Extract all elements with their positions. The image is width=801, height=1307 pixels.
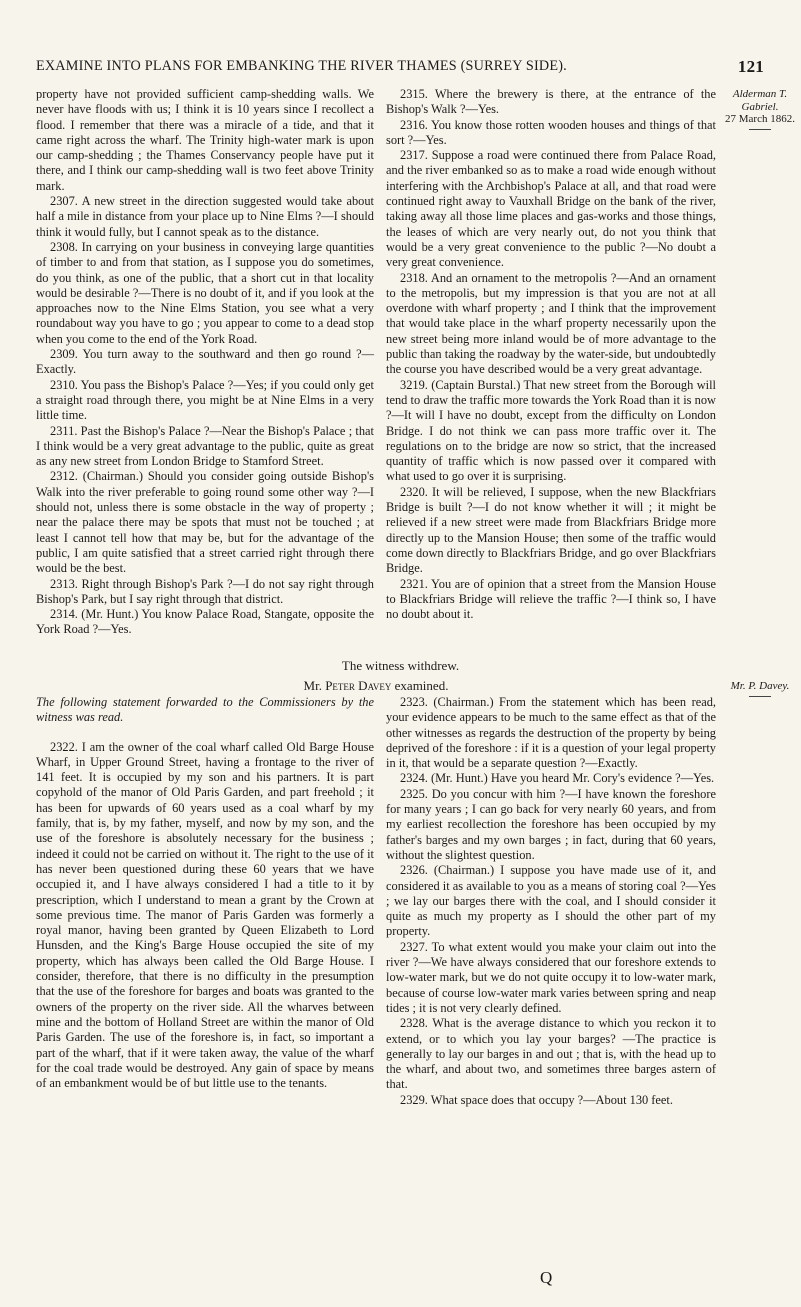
margin-rule	[749, 696, 771, 697]
paragraph: 3219. (Captain Burstal.) That new street from the Borough will tend to draw the traffic more towards the York Road than it is now ?—It will I have no doubt, except from the difficulty on London Bridge. I do not think we can pass more traffic over it. The regulations on to the bridge are now so strict, that the increased quantity of traffic which is now passed over it compared with what used to go over it is surprising.	[386, 377, 716, 484]
paragraph: 2326. (Chairman.) I suppose you have made use of it, and considered it as available to you as a means of storing coal ?—Yes ; we lay our barges there with the coal, and I should consider it quite as much my property as I should the other part of my property.	[386, 863, 716, 939]
paragraph: 2316. You know those rotten wooden houses and things of that sort ?—Yes.	[386, 117, 716, 147]
signature-mark: Q	[540, 1268, 553, 1287]
running-title: EXAMINE INTO PLANS FOR EMBANKING THE RIVER THAMES (SURREY SIDE).	[36, 58, 567, 74]
statement-heading: The following statement forwarded to the Commissioners by the witness was read.	[36, 695, 374, 725]
paragraph: 2328. What is the average distance to which you reckon it to extend, or to which you lay your barges? —The practice is generally to lay our barges in and out ; that is, with the head up to the wharf, and about two, and sometimes three barges astern of that.	[386, 1016, 716, 1092]
margin-rule	[749, 129, 771, 130]
column-bottom-left	[36, 695, 374, 1091]
witness-name: Peter Davey	[325, 678, 392, 693]
column-top-left	[36, 87, 374, 638]
paragraph: 2320. It will be relieved, I suppose, when the new Blackfriars Bridge is built ?—I do not know whether it will ; it might be relieved if a new street were made from Blackfriars Bridge more directly up to the Mansion House; then some of the traffic would come down directly to Blackfriars Bridge, and go over Blackfriars Bridge.	[386, 484, 716, 576]
paragraph: 2314. (Mr. Hunt.) You know Palace Road, Stangate, opposite the York Road ?—Yes.	[36, 607, 374, 637]
paragraph: 2329. What space does that occupy ?—About 130 feet.	[400, 1092, 673, 1107]
paragraph: 2307. A new street in the direction suggested would take about half a mile in distance from your place up to Nine Elms ?—I should think it would fully, but I cannot speak as to the distance.	[36, 194, 374, 239]
witness-examined-heading: Mr. Peter Davey examined.	[303, 678, 449, 693]
column-top-right	[386, 87, 716, 622]
paragraph: 2322. I am the owner of the coal wharf called Old Barge House Wharf, in Upper Ground Street, having a frontage to the river of 141 feet. It is occupied by my son and his partners. It is part copyhold of the manor of Old Paris Garden, and part freehold ; it has been for upwards of 60 years used as a coal wharf by my family, that is, by my father, myself, and now by my son, and the use of the foreshore is absolutely necessary for the business ; indeed it could not be carried on without it. The right to the use of it has never been questioned during these 60 years that we have occupied it, and I have always considered I had a title to it by prescription, which I understand to mean a grant by the Crown at some previous time. The manor of Paris Garden was formerly a royal manor, having been granted by Queen Elizabeth to Lord Hunsden, and the King's Barge House occupied the site of my property, which has always been called the Old Barge House. I consider, therefore, that there is no difficulty in the presumption that the use of the foreshore for barges and boats was granted to the owners of the property on the river side. All the wharves between mine and the bottom of Holland Street are within the manor of Old Paris Garden. The use of the foreshore is, in fact, so important a part of the wharf, that if it were taken away, the value of the wharf for the coal trade would be destroyed. Any gain of space by means of an embankment would be of but little use to the tenants.	[36, 739, 374, 1091]
paragraph: 2323. (Chairman.) From the statement which has been read, your evidence appears to be much to the same effect as that of the other witnesses as regards the destruction of the property by being deprived of the foreshore : if it is a question of your legal property in it, that would be a separate question ?—Exactly.	[386, 695, 716, 771]
paragraph: 2315. Where the brewery is there, at the entrance of the Bishop's Walk ?—Yes.	[386, 87, 716, 117]
paragraph: 2309. You turn away to the southward and then go round ?—Exactly.	[36, 347, 374, 377]
page-number: 121	[737, 57, 764, 76]
paragraph: 2318. And an ornament to the metropolis ?—And an ornament to the metropolis, but my impression is that you are not at all overdone with wharf property ; and I think that the improvement that would take place in the wharf property necessarily upon the new street being more inland would be of more advantage to the public than taking the roadway by the water-side, but undoubtedly the course you have described would be a very great advantage.	[386, 270, 716, 377]
paragraph: 2324. (Mr. Hunt.) Have you heard Mr. Cory's evidence ?—Yes.	[400, 771, 715, 786]
paragraph: 2327. To what extent would you make your claim out into the river ?—We have always considered that our foreshore extends to low-water mark, but we do not quite occupy it to low-water mark, because of course low-water mark varies between spring and neap tides ; it is not very clearly defined.	[386, 939, 716, 1015]
paragraph: 2312. (Chairman.) Should you consider going outside Bishop's Walk into the river preferable to going round some other way ?—I should not, unless there is some obstacle in the way of property ; near the palace there may be spots that must not be touched ; at least I cannot tell how that may be, but for the advantage of the public, I am quite satisfied that a street carried right through there would be the best.	[36, 469, 374, 576]
paragraph: 2321. You are of opinion that a street from the Mansion House to Blackfriars Bridge will relieve the traffic ?—I think so, I have no doubt about it.	[386, 576, 716, 622]
margin-note-second-witness: Mr. P. Davey.	[722, 680, 798, 697]
margin-note-witness: Alderman T. Gabriel.	[732, 88, 788, 113]
paragraph: 2310. You pass the Bishop's Palace ?—Yes; if you could only get a straight road through there, you might be at Nine Elms in a very little time.	[36, 377, 374, 423]
paragraph: 2308. In carrying on your business in conveying large quantities of timber to and from that station, as I suppose you do sometimes, do you think, as one of the public, that a short cut in that locality would be desirable ?—There is no doubt of it, and if you look at the approaches now to the Nine Elms Station, you see what a very roundabout way you have to go ; you appear to come to a dead stop when you come to the end of the York Road.	[36, 239, 374, 346]
paragraph: 2313. Right through Bishop's Park ?—I do not say right through Bishop's Park, but I say right through that district.	[36, 576, 374, 606]
margin-note-date: 27 March 1862.	[722, 113, 798, 130]
witness-withdrew-line: The witness withdrew.	[341, 658, 460, 673]
running-header	[36, 58, 764, 75]
paragraph: 2325. Do you concur with him ?—I have known the foreshore for many years ; I can go back for very nearly 60 years, and from my earliest recollection the foreshore has been occupied by my father's barges and my own barges ; in fact, during that 60 years, without the slightest question.	[386, 786, 716, 862]
paragraph: 2311. Past the Bishop's Palace ?—Near the Bishop's Palace ; that I think would be a very great advantage to the public, quite as great as any new street from London Bridge to Stamford Street.	[36, 423, 374, 469]
paragraph: property have not provided sufficient camp-shedding walls. We never have floods with us; I think it is 10 years since I recollect a flood. I remember that there was a miracle of a tide, and that it came right across the wharf. The Trinity high-water mark is upon our camp-shedding ; the Thames Conservancy people have put it there, and I think our camp-shedding wall is two feet above Trinity mark.	[36, 87, 374, 193]
column-bottom-right	[386, 695, 716, 1108]
paragraph: 2317. Suppose a road were continued there from Palace Road, and the river embanked so as to make a road wide enough without interfering with the Archbishop's Palace at all, and that road were continued right away to Vauxhall Bridge on the bank of the river, taking away all those lime places and gas-works and those things, the leases of which are very nearly out, do not you think that would be a very great convenience to the public ?—No doubt a very great convenience.	[386, 148, 716, 270]
